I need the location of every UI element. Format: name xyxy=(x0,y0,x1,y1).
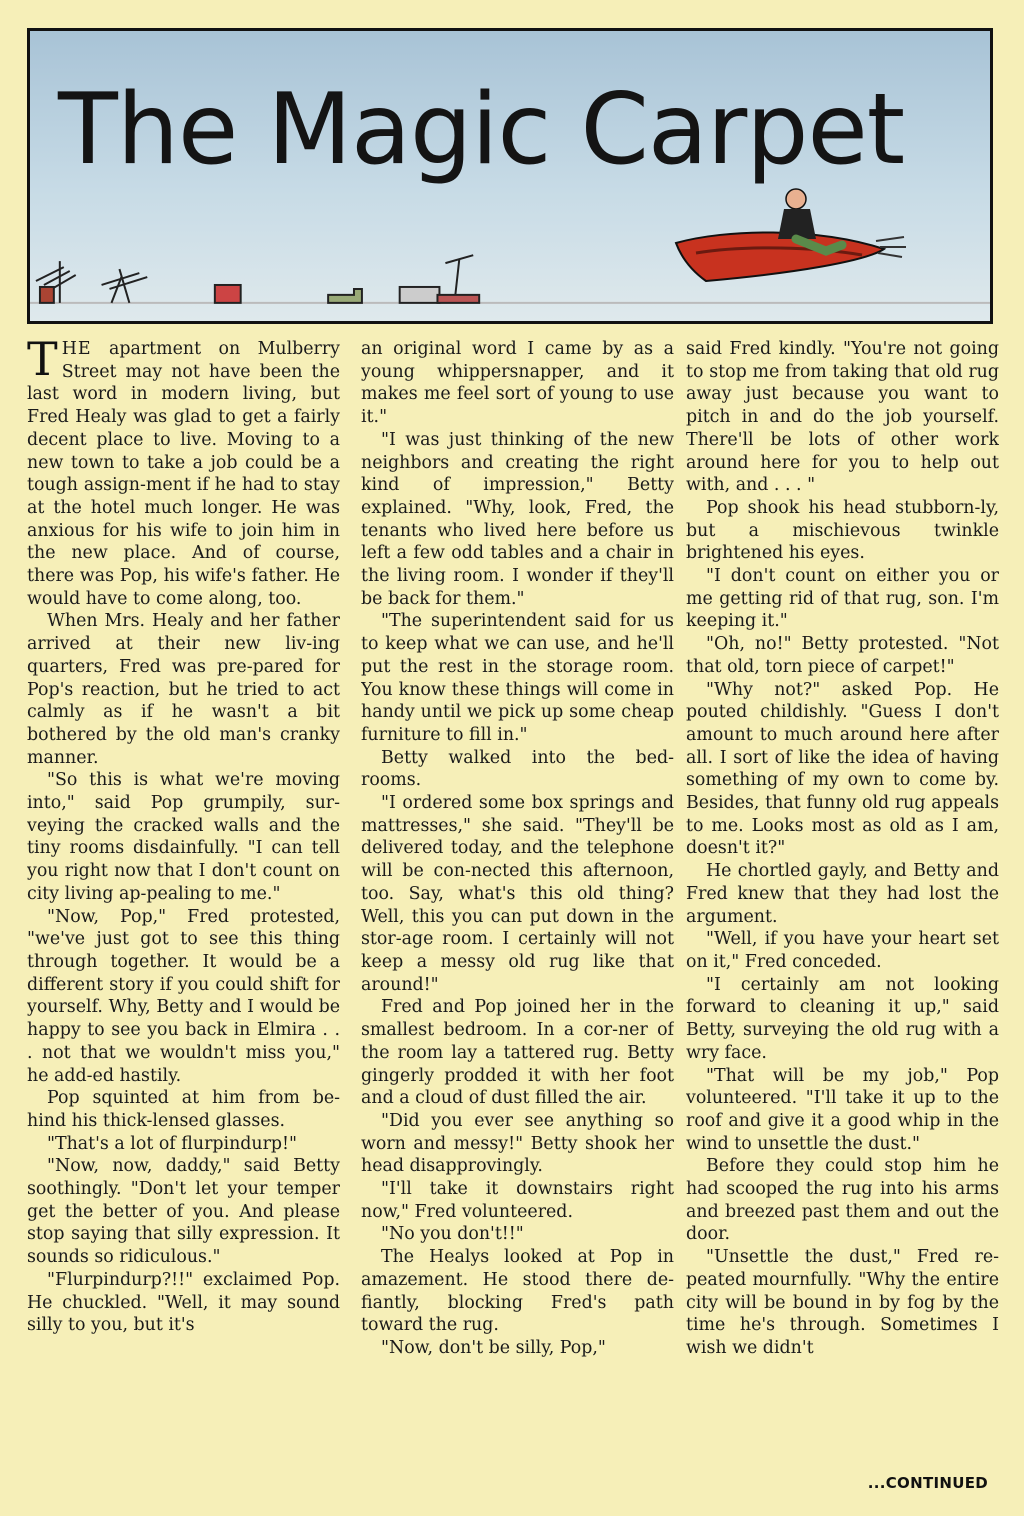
paragraph: "Unsettle the dust," Fred re-peated mournfully. "Why the entire city will be bound in by fog by the time he's through. Sometimes I wish we didn't xyxy=(686,1247,999,1358)
title-panel xyxy=(27,28,993,324)
drop-cap: T xyxy=(27,338,58,386)
paragraph: "That will be my job," Pop volunteered. "I'll take it up to the roof and give it a good whip in the wind to unsettle the dust." xyxy=(686,1065,999,1154)
paragraph: an original word I came by as a young whippersnapper, and it makes me feel sort of young to use it." xyxy=(361,339,674,428)
paragraph: "I certainly am not looking forward to cleaning it up," said Betty, surveying the old rug with a wry face. xyxy=(686,974,999,1063)
paragraph: Betty walked into the bed-rooms. xyxy=(361,747,674,791)
paragraph: He chortled gayly, and Betty and Fred knew that they had lost the argument. xyxy=(686,861,999,927)
flying-carpet-illustration xyxy=(666,181,906,291)
text-column-1 xyxy=(27,338,340,1478)
paragraph: "Now, Pop," Fred protested, "we've just got to see this thing through together. It would be a different story if you could shift for yourself. Why, Betty and I would be happy to see you back in Elmira . . . not that we wouldn't miss you," he add-ed hastily. xyxy=(27,906,340,1086)
paragraph: "I was just thinking of the new neighbors and creating the right kind of impression," Betty explained. "Why, look, Fred, the tenants who lived here before us left a few odd tables and a chair in the living room. I wonder if they'll be back for them." xyxy=(361,429,674,609)
paragraph: "I'll take it downstairs right now," Fred volunteered. xyxy=(361,1179,674,1222)
paragraph: Pop squinted at him from be-hind his thick-lensed glasses. xyxy=(27,1088,340,1131)
paragraph: The Healys looked at Pop in amazement. He stood there de-fiantly, blocking Fred's path toward the rug. xyxy=(361,1247,674,1336)
paragraph: "The superintendent said for us to keep what we can use, and he'll put the rest in the storage room. You know these things will come in handy until we pick up some cheap furniture to fill in." xyxy=(361,611,674,745)
paragraph: "I don't count on either you or me getting rid of that rug, son. I'm keeping it." xyxy=(686,566,999,632)
paragraph: "Well, if you have your heart set on it," Fred conceded. xyxy=(686,929,999,972)
paragraph: "Now, now, daddy," said Betty soothingly. "Don't let your temper get the better of you. And please stop saying that silly expression. It sounds so ridiculous." xyxy=(27,1156,340,1268)
text-column-3 xyxy=(686,338,999,1478)
paragraph: Fred and Pop joined her in the smallest bedroom. In a cor-ner of the room lay a tattered rug. Betty gingerly prodded it with her foot and a cloud of dust filled the air. xyxy=(361,997,674,1109)
paragraph: "Did you ever see anything so worn and messy!" Betty shook her head disapprovingly. xyxy=(361,1110,674,1177)
paragraph: THE apartment on Mulberry Street may not have been the last word in modern living, but Fred Healy was glad to get a fairly decent place to live. Moving to a new town to take a job could be a tough assign-ment if he had to stay at the hotel much longer. He was anxious for his wife to join him in the new place. And of course, there was Pop, his wife's father. He would have to come along, too. xyxy=(27,338,340,609)
story-body xyxy=(27,338,997,1478)
continued-label: ...CONTINUED xyxy=(867,1474,988,1492)
paragraph: said Fred kindly. "You're not going to stop me from taking that old rug away just because you want to pitch in and do the job yourself. There'll be lots of other work around here for you to help out with, and . . . " xyxy=(686,339,999,496)
paragraph: When Mrs. Healy and her father arrived at their new liv-ing quarters, Fred was pre-pared for Pop's reaction, but he tried to act calmly as if he wasn't a bit bothered by the old man's cranky manner. xyxy=(27,611,340,768)
paragraph: "No you don't!!" xyxy=(381,1224,524,1245)
paragraph: "So this is what we're moving into," said Pop grumpily, sur-veying the cracked walls and the tiny rooms disdainfully. "I can tell you right now that I don't count on city living ap-pealing to me." xyxy=(27,770,340,904)
paragraph-text: apartment on Mulberry Street may not have been the last word in modern living, but Fred Healy was glad to get a fairly decent place to live. Moving to a new town to take a job could be a tough assign-ment if he had to stay at the hotel much longer. He was anxious for his wife to join him in the new place. And of course, there was Pop, his wife's father. He would have to come along, too. xyxy=(27,339,340,609)
paragraph: "That's a lot of flurpindurp!" xyxy=(47,1133,298,1154)
paragraph: "Flurpindurp?!!" exclaimed Pop. He chuckled. "Well, it may sound silly to you, but it's xyxy=(27,1269,340,1336)
paragraph: Before they could stop him he had scooped the rug into his arms and breezed past them and out the door. xyxy=(686,1156,999,1245)
text-column-2 xyxy=(361,338,674,1478)
story-title: The Magic Carpet xyxy=(58,73,905,187)
paragraph: "Why not?" asked Pop. He pouted childishly. "Guess I don't amount to much around here after all. I sort of like the idea of having something of my own to come by. Besides, that funny old rug appeals to me. Looks most as old as I am, doesn't it?" xyxy=(686,679,999,859)
paragraph: "Now, don't be silly, Pop," xyxy=(381,1337,606,1358)
paragraph: "Oh, no!" Betty protested. "Not that old, torn piece of carpet!" xyxy=(686,634,999,677)
paragraph: "I ordered some box springs and mattresses," she said. "They'll be delivered today, and the telephone will be con-nected this afternoon, too. Say, what's this old thing? Well, this you can put down in the stor-age room. I certainly will not keep a messy old rug like that around!" xyxy=(361,793,674,995)
paragraph: Pop shook his head stubborn-ly, but a mischievous twinkle brightened his eyes. xyxy=(686,497,999,564)
